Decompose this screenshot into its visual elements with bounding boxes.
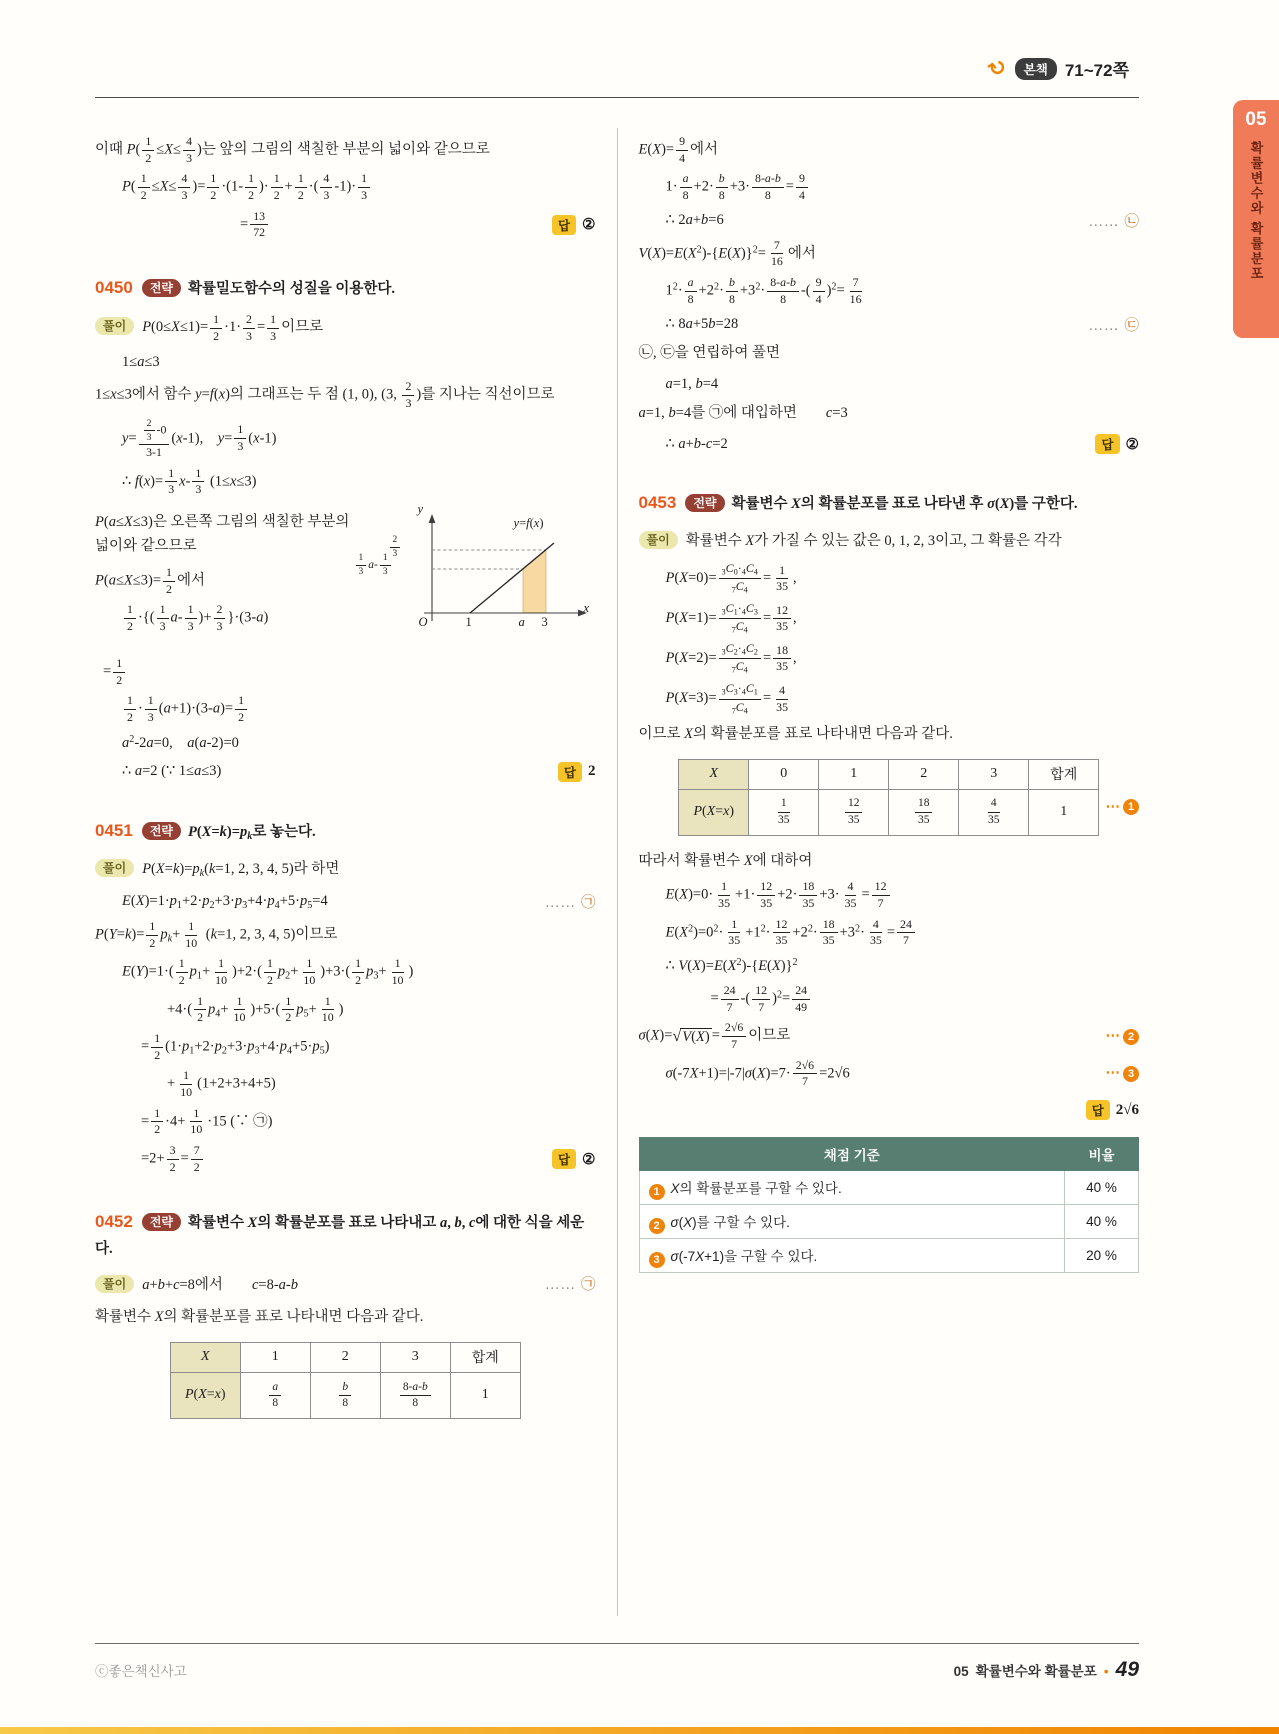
grading-criteria [639, 1171, 1065, 1205]
reference-symbol: ㉠ [581, 1276, 596, 1293]
reference-mark [545, 891, 596, 912]
table-header-cell: 2 [310, 1342, 380, 1372]
answer-badge: 답 [552, 215, 576, 235]
formula: 1· $\frac{a}{8}$ +2· $\frac{b}{8}$ +3· $\frac{8-a-b}{8}$ = $\frac{9}{4}$ [666, 172, 810, 202]
math-line [639, 172, 1140, 202]
column-divider [617, 128, 618, 1616]
left-column [95, 128, 596, 1616]
math-line [95, 1032, 596, 1062]
strategy-text: $P(X=k)=p_k$로 놓는다. [188, 823, 316, 842]
formula: ∴ a+b-c=2 [665, 435, 728, 452]
math-line [95, 657, 596, 687]
math-line [95, 891, 596, 913]
table-header-cell: 0 [749, 759, 819, 789]
answer-badge: 답 [558, 762, 582, 782]
table-container [639, 759, 1140, 836]
formula: $\frac{1}{2}$ · $\frac{1}{3}$ (a+1)·(3-a)= $\frac{1}{2}$ [122, 694, 249, 724]
table-cell: $\frac{1}{35}$ [749, 789, 819, 835]
table-value-row [679, 789, 1099, 835]
answer [558, 762, 596, 782]
chapter-number: 05 [1245, 109, 1267, 130]
formula: ∴ 8a+5b=28 [665, 315, 739, 332]
math-line [639, 955, 1140, 977]
table-row-label: P(X=x) [679, 789, 749, 835]
table-header-row [679, 759, 1099, 789]
marker-number: 2 [1123, 1029, 1139, 1045]
table-cell: 1 [450, 1372, 520, 1418]
answer [1086, 1100, 1139, 1120]
problem-header [95, 1208, 596, 1262]
formula: ∴ $V(X)=E(X^2)-\{E(X)\}^2$ [665, 957, 798, 975]
answer-line [639, 1099, 1140, 1121]
content-area [95, 128, 1139, 1616]
formula: = $\frac{24}{7}$ -( $\frac{12}{7}$ )$^2$= $\frac{24}{49}$ [711, 984, 813, 1014]
header-rule [95, 97, 1139, 98]
math-line [639, 313, 1140, 335]
reference-symbol: ㉠ [581, 895, 596, 912]
table-cell: $\frac{18}{35}$ [889, 789, 959, 835]
right-column [639, 128, 1140, 1616]
math-line [639, 210, 1140, 232]
math-line [95, 210, 596, 240]
chapter-title-vertical: 확률변수와 확률분포 [1248, 141, 1264, 282]
table-value-row [170, 1372, 520, 1418]
math-line [639, 433, 1140, 455]
formula: ∴ 2a+b=6 [665, 212, 724, 229]
formula: =2+ $\frac{3}{2}$ = $\frac{7}{2}$ [141, 1144, 205, 1174]
solution-badge: 풀이 [95, 317, 134, 335]
grading-text: X의 확률분포를 구할 수 있다. [670, 1181, 842, 1197]
solution-line [95, 313, 596, 343]
formula: P(X=1)= $\frac{_3C_1\cdot_4C_3}{_7C_4}$ = $\frac{12}{35}$ , [665, 601, 797, 635]
math-line [95, 467, 596, 497]
answer-badge: 답 [552, 1149, 576, 1169]
math-line [639, 276, 1140, 306]
formula: σ(X)= √ V(X) = $\frac{2√6}{7}$ 이므로 [638, 1020, 791, 1052]
solution-line [95, 1272, 596, 1298]
graph-label-x1: 1 [465, 615, 472, 630]
strategy-text: 확률밀도함수의 성질을 이용한다. [188, 281, 395, 298]
grading-text: σ(X)를 구할 수 있다. [670, 1215, 790, 1231]
math-line [639, 642, 1140, 675]
formula: 1≤a≤3 [122, 353, 160, 370]
page-number: 49 [1115, 1658, 1139, 1681]
formula: = $\frac{1}{2}$ ·4+ $\frac{1}{10}$ ·15 (∵ ㉠) [141, 1105, 273, 1137]
answer-badge: 답 [1086, 1100, 1110, 1120]
grading-criteria [639, 1205, 1065, 1239]
grading-ratio: 40 % [1065, 1171, 1139, 1205]
text-paragraph: 이므로 X의 확률분포를 표로 나타내면 다음과 같다. [638, 725, 953, 742]
math-line [95, 603, 352, 633]
text-paragraph: ㉡, ㉢을 연립하여 풀면 [638, 345, 781, 362]
strategy-badge: 전략 [142, 822, 181, 840]
math-line [95, 1107, 596, 1137]
graph-label-curve: y=f(x) [513, 516, 544, 531]
solution-badge: 풀이 [95, 1275, 134, 1293]
distribution-table [678, 759, 1099, 836]
table-header-cell: 1 [240, 1342, 310, 1372]
math-line [639, 984, 1140, 1014]
formula: y= $\frac{2}{3}$ -0 3-1 (x-1), y= $\frac{1}{3}$ (x-1) [122, 417, 277, 460]
strategy-text: 확률변수 X의 확률분포를 표로 나타낸 후 σ(X)를 구한다. [731, 496, 1078, 513]
graph-label-xa: a [518, 615, 525, 630]
marker-dots: ⋯ [1105, 1028, 1120, 1045]
grading-header-criteria: 채점 기준 [639, 1138, 1065, 1171]
grading-ratio: 20 % [1065, 1239, 1139, 1273]
problem-number: 0450 [95, 278, 133, 298]
table-header-cell: X [679, 759, 749, 789]
table-header-cell: 1 [819, 759, 889, 789]
formula: = $\frac{13}{72}$ [240, 210, 270, 240]
math-line [95, 418, 596, 460]
answer [552, 1149, 596, 1169]
table-cell: $\frac{a}{8}$ [240, 1372, 310, 1418]
grading-row [639, 1239, 1139, 1273]
footer-chapter-number: 05 [953, 1664, 969, 1679]
math-line [639, 1021, 1140, 1051]
math-line [639, 1059, 1140, 1089]
formula: +4·( $\frac{1}{2}$ $p_4+$ $\frac{1}{10}$ )+5·( $\frac{1}{2}$ $p_5+$ $\frac{1}{10}$ ) [167, 993, 344, 1025]
reference-mark [1089, 314, 1140, 335]
reference-mark [545, 1272, 596, 1298]
math-line [639, 373, 1140, 395]
table-header-cell: 2 [889, 759, 959, 789]
formula: $1^2\cdot$ $\frac{a}{8}$ $+2^2\cdot$ $\frac{b}{8}$ $+3^2\cdot$ $\frac{8-a-b}{8}$ -( $\frac{9}{4}$ )$^2$= $\frac{7}{16}$ [665, 275, 862, 306]
problem-header [95, 817, 596, 846]
grading-row [639, 1205, 1139, 1239]
marker-dots: ⋯ [1105, 798, 1120, 815]
solution-text: 확률변수 X가 가질 수 있는 값은 0, 1, 2, 3이고, 그 확률은 각각 [685, 533, 1062, 550]
marker-number: 2 [649, 1218, 665, 1234]
reference-mark [1089, 210, 1140, 231]
graph-label-origin: O [418, 615, 428, 630]
table-header-row [170, 1342, 520, 1372]
step-marker [1106, 799, 1140, 816]
table-cell: $\frac{4}{35}$ [959, 789, 1029, 835]
grading-criteria [639, 1239, 1065, 1273]
table-header-cell: 3 [959, 759, 1029, 789]
table-row-label: P(X=x) [170, 1372, 240, 1418]
math-line [95, 694, 596, 724]
table-header-cell: X [170, 1342, 240, 1372]
math-line [639, 880, 1140, 910]
grading-ratio: 40 % [1065, 1205, 1139, 1239]
formula: = $\frac{1}{2}$ [103, 657, 127, 687]
problem-number: 0451 [95, 820, 133, 840]
marker-number: 3 [1123, 1066, 1139, 1082]
formula: $E(X)=1\cdot p_1+2\cdot p_2+3\cdot p_3+4\cdot p_4+5\cdot p_5=4$ [122, 892, 328, 911]
reference-dots: …… [1088, 317, 1120, 334]
formula: ∴ f(x)= $\frac{1}{3}$ x- $\frac{1}{3}$ (1≤x≤3) [122, 465, 257, 497]
grading-header-ratio: 비율 [1065, 1138, 1139, 1171]
strategy-text: 확률변수 X의 확률분포를 표로 나타내고 a, b, c에 대한 식을 세운다. [95, 1215, 585, 1258]
math-line [639, 918, 1140, 948]
formula: P(a≤X≤3)= $\frac{1}{2}$ 에서 [95, 564, 205, 596]
chapter-tab [1233, 100, 1279, 338]
text-paragraph: 확률변수 X의 확률분포를 표로 나타내면 다음과 같다. [95, 1308, 424, 1325]
grading-text: σ(-7X+1)을 구할 수 있다. [670, 1249, 818, 1265]
page-footer [95, 1643, 1139, 1682]
answer-value: 2√6 [1115, 1101, 1139, 1118]
math-line [95, 172, 596, 202]
math-line [95, 1069, 596, 1099]
table-header-cell: 합계 [450, 1342, 520, 1372]
text-paragraph: a=1, b=4를 ㉠에 대입하면 c=3 [638, 405, 848, 422]
refresh-icon: ↻ [984, 54, 1012, 83]
copyright: ⓒ좋은책신사고 [95, 1664, 187, 1679]
math-line [95, 920, 596, 950]
math-line [639, 602, 1140, 635]
math-line [95, 1144, 596, 1174]
formula: + $\frac{1}{10}$ (1+2+3+4+5) [167, 1068, 276, 1099]
formula: P( $\frac{1}{2}$ ≤X≤ $\frac{4}{3}$ )= $\frac{1}{2}$ ·(1- $\frac{1}{2}$ )· $\frac{1}{2}$ + $\frac{1}{2}$ ·( $\frac{4}{3}$ -1)· $\frac{1}{3}$ [122, 172, 372, 202]
graph-label-xlabel: x [583, 601, 590, 616]
solution-text: $P(X=k)=p_k(k=1$, 2, 3, 4, 5)라 하면 [142, 860, 340, 879]
math-line [95, 957, 596, 987]
table-cell: $\frac{b}{8}$ [310, 1372, 380, 1418]
table-header-cell: 합계 [1029, 759, 1099, 789]
marker-number: 1 [1123, 799, 1139, 815]
strategy-badge: 전략 [685, 494, 724, 512]
marker-dots: ⋯ [1105, 1065, 1120, 1082]
table-header-cell: 3 [380, 1342, 450, 1372]
math-line [639, 682, 1140, 715]
answer [552, 215, 596, 235]
grading-table [639, 1137, 1140, 1273]
answer-value: 2 [588, 763, 596, 780]
step-marker [1106, 1065, 1140, 1082]
step-marker [1106, 1028, 1140, 1045]
formula: $a^2-2a=0$, a(a-2)=0 [122, 733, 239, 751]
math-line [639, 562, 1140, 595]
reference-symbol: ㉢ [1124, 317, 1139, 334]
math-line [95, 995, 596, 1025]
grading-row [639, 1171, 1139, 1205]
solution-badge: 풀이 [95, 859, 134, 877]
math-line [95, 566, 352, 596]
page-header [984, 54, 1129, 83]
formula: P(X=3)= $\frac{_3C_3\cdot_4C_1}{_7C_4}$ = $\frac{4}{35}$ [665, 681, 788, 716]
answer [1095, 434, 1139, 454]
math-line [95, 761, 596, 783]
formula: E(Y)=1·( $\frac{1}{2}$ $p_1+$ $\frac{1}{10}$ )+2·( $\frac{1}{2}$ $p_2+$ $\frac{1}{10}$ )+3·( $\frac{1}{2}$ $p_3+$ $\frac{1}{10}$ ) [122, 956, 414, 987]
text-figure-row [95, 504, 596, 650]
reference-dots: …… [545, 895, 576, 912]
formula: P(X=2)= $\frac{_3C_2\cdot_4C_2}{_7C_4}$ = $\frac{18}{35}$ , [665, 641, 797, 675]
problem-number: 0453 [638, 493, 677, 513]
grading-header-row [639, 1138, 1139, 1171]
answer-value: ② [582, 217, 596, 234]
problem-header [95, 274, 596, 303]
math-line [639, 239, 1140, 269]
problem-number: 0452 [95, 1212, 133, 1232]
reference-symbol: ㉡ [1124, 214, 1139, 231]
formula: $\frac{1}{2}$ ·{( $\frac{1}{3}$ a- $\frac{1}{3}$ )+ $\frac{2}{3}$ }·(3-a) [122, 603, 268, 633]
formula: a=1, b=4 [665, 375, 719, 392]
formula: E(X)= $\frac{9}{4}$ 에서 [638, 134, 719, 165]
graph-label-ylabel: y [417, 502, 424, 517]
marker-number: 3 [649, 1252, 665, 1268]
graph-label-x3: 3 [541, 615, 548, 630]
distribution-table [170, 1342, 521, 1419]
book-badge: 본책 [1015, 58, 1057, 80]
solution-text: a+b+c=8에서 c=8-a-b [142, 1276, 298, 1293]
reference-dots: …… [1088, 214, 1120, 231]
strategy-badge: 전략 [142, 1213, 181, 1231]
graph-label-ymid: $\frac{1}{3}$ a- $\frac{1}{3}$ [354, 553, 393, 578]
table-cell: 1 [1029, 789, 1099, 835]
formula: P(Y=k)= $\frac{1}{2}$ $p_k+$ $\frac{1}{10}$ (k=1, 2, 3, 4, 5)이므로 [95, 918, 338, 950]
function-graph [354, 502, 596, 650]
formula: = $\frac{1}{2}$ $(1\cdot p_1+2\cdot p_2+3\cdot p_3+4\cdot p_4+5\cdot p_5)$ [141, 1030, 330, 1062]
table-container [95, 1342, 596, 1419]
bottom-edge-strip [0, 1727, 1279, 1734]
formula: $V(X)=E(X^2)-\{E(X)\}^2=$ $\frac{7}{16}$ 에서 [638, 237, 816, 269]
text-paragraph: P(a≤X≤3)은 오른쪽 그림의 색칠한 부분의 넓이와 같으므로 [95, 514, 350, 554]
marker-number: 1 [649, 1184, 665, 1200]
formula: ∴ a=2 (∵ 1≤a≤3) [122, 763, 222, 780]
table-cell: $\frac{12}{35}$ [819, 789, 889, 835]
page-range: 71~72쪽 [1064, 61, 1129, 80]
answer-value: ② [1125, 436, 1139, 453]
solution-badge: 풀이 [639, 531, 678, 549]
graph-label-ytop: $\frac{2}{3}$ [388, 535, 403, 560]
footer-bullet: • [1103, 1663, 1109, 1679]
solution-text: P(0≤X≤1)= $\frac{1}{2}$ ·1· $\frac{2}{3}$ = $\frac{1}{3}$ 이므로 [142, 311, 324, 343]
formula: E(X)=0· $\frac{1}{35}$ +1· $\frac{12}{35}$ +2· $\frac{18}{35}$ +3· $\frac{4}{35}$ = $\frac{12}{7}$ [666, 880, 892, 910]
math-line [639, 135, 1140, 165]
formula: $E(X^2)=0^2\cdot$ $\frac{1}{35}$ $+1^2\cdot$ $\frac{12}{35}$ $+2^2\cdot$ $\frac{18}{35}$ $+3^2\cdot$ $\frac{4}{35}$ = $\frac{24}{7}$ [666, 918, 917, 948]
formula: σ(-7X+1)=|-7|σ(X)=7· $\frac{2√6}{7}$ =2√6 [665, 1057, 850, 1089]
text-paragraph: 따라서 확률변수 X에 대하여 [638, 852, 813, 869]
problem-header [639, 489, 1140, 518]
table-cell: $\frac{8-a-b}{8}$ [380, 1372, 450, 1418]
text-paragraph: 이때 P( $\frac{1}{2}$ ≤X≤ $\frac{4}{3}$ )는 앞의 그림의 색칠한 부분의 넓이와 같으므로 [95, 134, 490, 165]
reference-dots: …… [545, 1276, 576, 1293]
footer-chapter-info [954, 1658, 1139, 1682]
figure-row-text [95, 504, 352, 641]
strategy-badge: 전략 [142, 279, 181, 297]
math-line [95, 732, 596, 754]
answer-value: ② [582, 1151, 596, 1168]
answer-badge: 답 [1095, 434, 1119, 454]
solution-line [639, 528, 1140, 554]
graph-canvas [412, 508, 590, 643]
solution-line [95, 856, 596, 883]
text-paragraph: 1≤x≤3에서 함수 y=f(x)의 그래프는 두 점 (1, 0), (3, $\frac{2}{3}$ )를 지나는 직선이므로 [95, 379, 555, 410]
math-line [95, 351, 596, 373]
footer-chapter-title: 확률변수와 확률분포 [975, 1664, 1097, 1679]
formula: P(X=0)= $\frac{_3C_0\cdot_4C_4}{_7C_4}$ = $\frac{1}{35}$ , [665, 561, 797, 595]
